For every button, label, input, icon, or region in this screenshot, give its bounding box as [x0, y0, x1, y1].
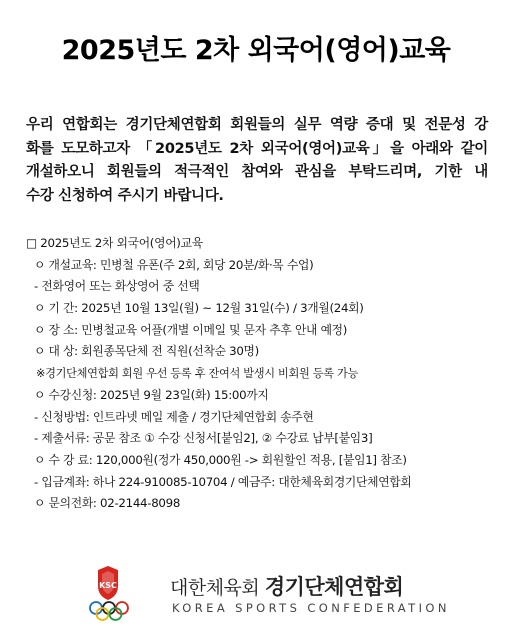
ksc-emblem-icon — [86, 564, 166, 624]
detail-target: ㅇ 대 상: 회원종목단체 전 직원(선착순 30명) — [34, 344, 259, 359]
footer-logo-block — [86, 564, 450, 624]
detail-contact: ㅇ 문의전화: 02-2144-8098 — [34, 496, 181, 511]
intro-line: 수강 신청하여 주시기 바랍니다. — [26, 187, 224, 204]
org-main-name: 경기단체연합회 — [264, 575, 404, 599]
section-heading: □ 2025년도 2차 외국어(영어)교육 — [26, 236, 203, 250]
detail-note: ※경기단체연합회 회원 우선 등록 후 잔여석 발생시 비회원 등록 가능 — [36, 367, 359, 381]
intro-line: 우리 연합회는 경기단체연합회 회원들의 실무 역량 증대 및 전문성 강 — [26, 117, 488, 133]
detail-fee: ㅇ 수 강 료: 120,000원(정가 450,000원 -> 회원할인 적용, [붙임1] 참조) — [34, 452, 407, 467]
logo-text: KSC — [99, 581, 117, 590]
intro-paragraph — [26, 114, 488, 208]
organization-english-name: KOREA SPORTS CONFEDERATION — [172, 601, 450, 615]
detail-documents: - 제출서류: 공문 참조 ① 수강 신청서[붙임2], ② 수강료 납부[붙임3] — [34, 431, 373, 446]
detail-bank-account: - 입금계좌: 하나 224-910085-10704 / 예금주: 대한체육회경기단체연합회 — [34, 474, 412, 489]
course-details — [26, 233, 496, 515]
page-title: 2025년도 2차 외국어(영어)교육 — [61, 35, 451, 66]
detail-course: ㅇ 개설교육: 민병철 유폰(주 2회, 회당 20분/화·목 수업) — [34, 257, 314, 272]
detail-application-method: - 신청방법: 인트라넷 메일 제출 / 경기단체연합회 송주현 — [34, 409, 314, 424]
intro-line: 화를 도모하고자 「2025년도 2차 외국어(영어)교육」을 아래와 같이 — [26, 140, 488, 157]
detail-application: ㅇ 수강신청: 2025년 9월 23일(화) 15:00까지 — [34, 387, 269, 402]
detail-location: ㅇ 장 소: 민병철교육 어플(개별 이메일 및 문자 추후 안내 예정) — [34, 322, 348, 337]
organization-name — [170, 571, 403, 601]
detail-period: ㅇ 기 간: 2025년 10월 13일(월) ~ 12월 31일(수) / 3개월(24회) — [34, 301, 364, 316]
detail-course-option: - 전화영어 또는 화상영어 중 선택 — [34, 279, 200, 294]
org-prefix: 대한체육회 — [170, 577, 260, 599]
intro-line: 개설하오니 회원들의 적극적인 참여와 관심을 부탁드리며, 기한 내 — [26, 164, 488, 180]
